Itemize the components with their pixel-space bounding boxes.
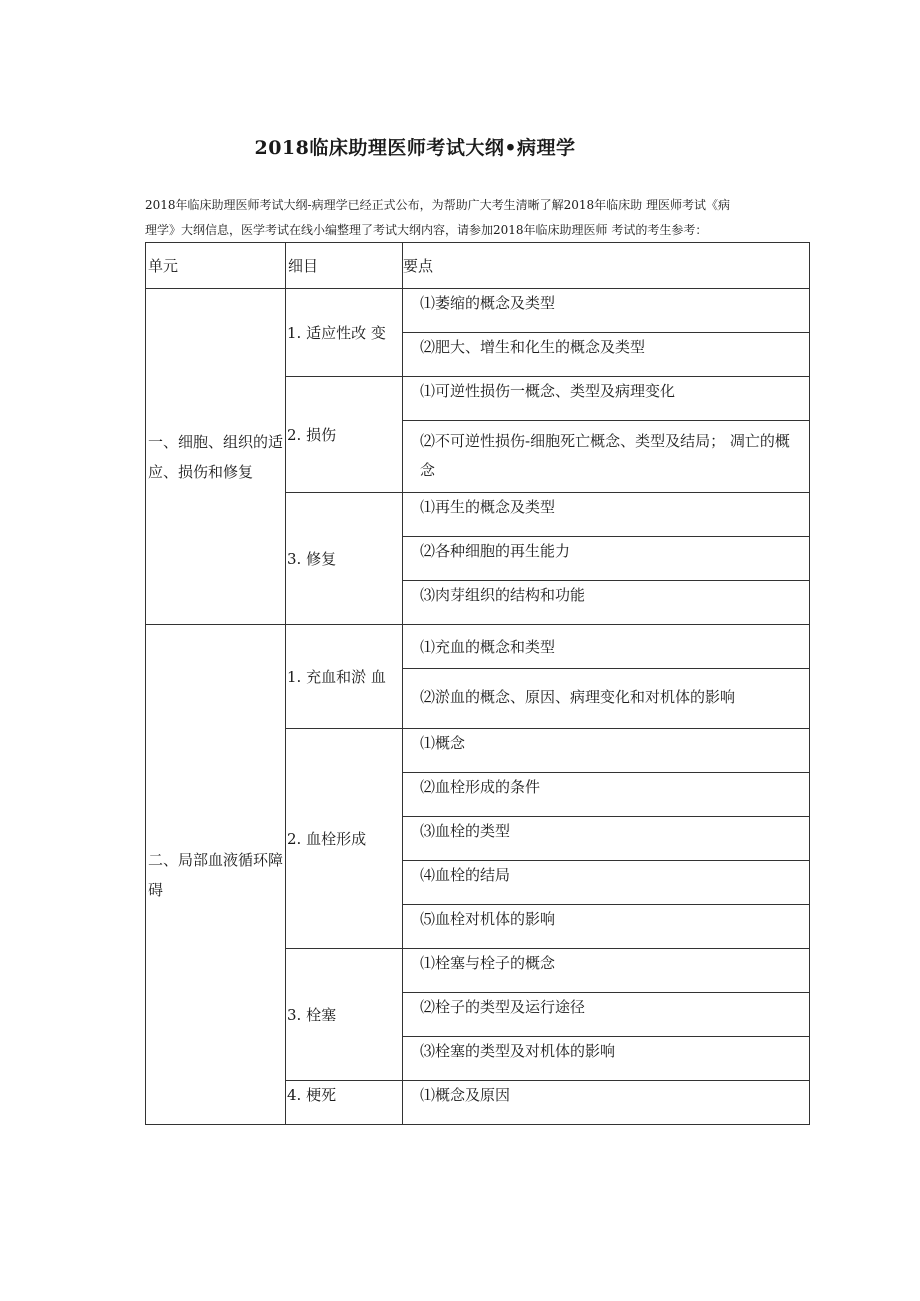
sub-cell: 3. 栓塞	[286, 949, 403, 1081]
syllabus-table	[145, 242, 810, 1125]
sub-cell: 1. 适应性改 变	[286, 289, 403, 377]
point-cell: ⑶肉芽组织的结构和功能	[403, 581, 810, 625]
point-cell: ⑸血栓对机体的影响	[403, 905, 810, 949]
point-cell: ⑶血栓的类型	[403, 817, 810, 861]
sub-cell: 4. 梗死	[286, 1081, 403, 1125]
point-cell: ⑷血栓的结局	[403, 861, 810, 905]
point-cell: ⑴可逆性损伤一概念、类型及病理变化	[403, 377, 810, 421]
point-cell: ⑵淤血的概念、原因、病理变化和对机体的影响	[403, 669, 810, 729]
intro-line: 2018年临床助理医师考试大纲-病理学已经正式公布，为帮助广大考生清晰了解2018年临床助 理医师考试《病	[145, 198, 730, 212]
point-cell: ⑴萎缩的概念及类型	[403, 289, 810, 333]
sub-cell: 2. 血栓形成	[286, 729, 403, 949]
point-cell: ⑵栓子的类型及运行途径	[403, 993, 810, 1037]
point-cell: ⑵不可逆性损伤-细胞死亡概念、类型及结局； 凋亡的概念	[403, 421, 810, 493]
table-header-row	[146, 243, 810, 289]
table-row	[146, 625, 810, 669]
sub-cell: 3. 修复	[286, 493, 403, 625]
header-sub: 细目	[286, 243, 403, 289]
intro-paragraph	[145, 193, 815, 243]
point-cell: ⑵各种细胞的再生能力	[403, 537, 810, 581]
header-unit: 单元	[146, 243, 286, 289]
point-cell: ⑶栓塞的类型及对机体的影响	[403, 1037, 810, 1081]
unit-cell: 一、细胞、组织的适应、损伤和修复	[146, 289, 286, 625]
sub-cell: 1. 充血和淤 血	[286, 625, 403, 729]
point-cell: ⑴充血的概念和类型	[403, 625, 810, 669]
intro-line: 理学》大纲信息，医学考试在线小编整理了考试大纲内容，请参加2018年临床助理医师 考试的考生参考：	[145, 223, 708, 237]
table-row	[146, 289, 810, 333]
point-cell: ⑴栓塞与栓子的概念	[403, 949, 810, 993]
point-cell: ⑵血栓形成的条件	[403, 773, 810, 817]
sub-cell: 2. 损伤	[286, 377, 403, 493]
point-cell: ⑴概念	[403, 729, 810, 773]
unit-cell: 二、局部血液循环障碍	[146, 625, 286, 1125]
point-cell: ⑵肥大、增生和化生的概念及类型	[403, 333, 810, 377]
header-points: 要点	[403, 243, 810, 289]
point-cell: ⑴概念及原因	[403, 1081, 810, 1125]
page-title: 2018临床助理医师考试大纲•病理学	[254, 137, 576, 159]
point-cell: ⑴再生的概念及类型	[403, 493, 810, 537]
